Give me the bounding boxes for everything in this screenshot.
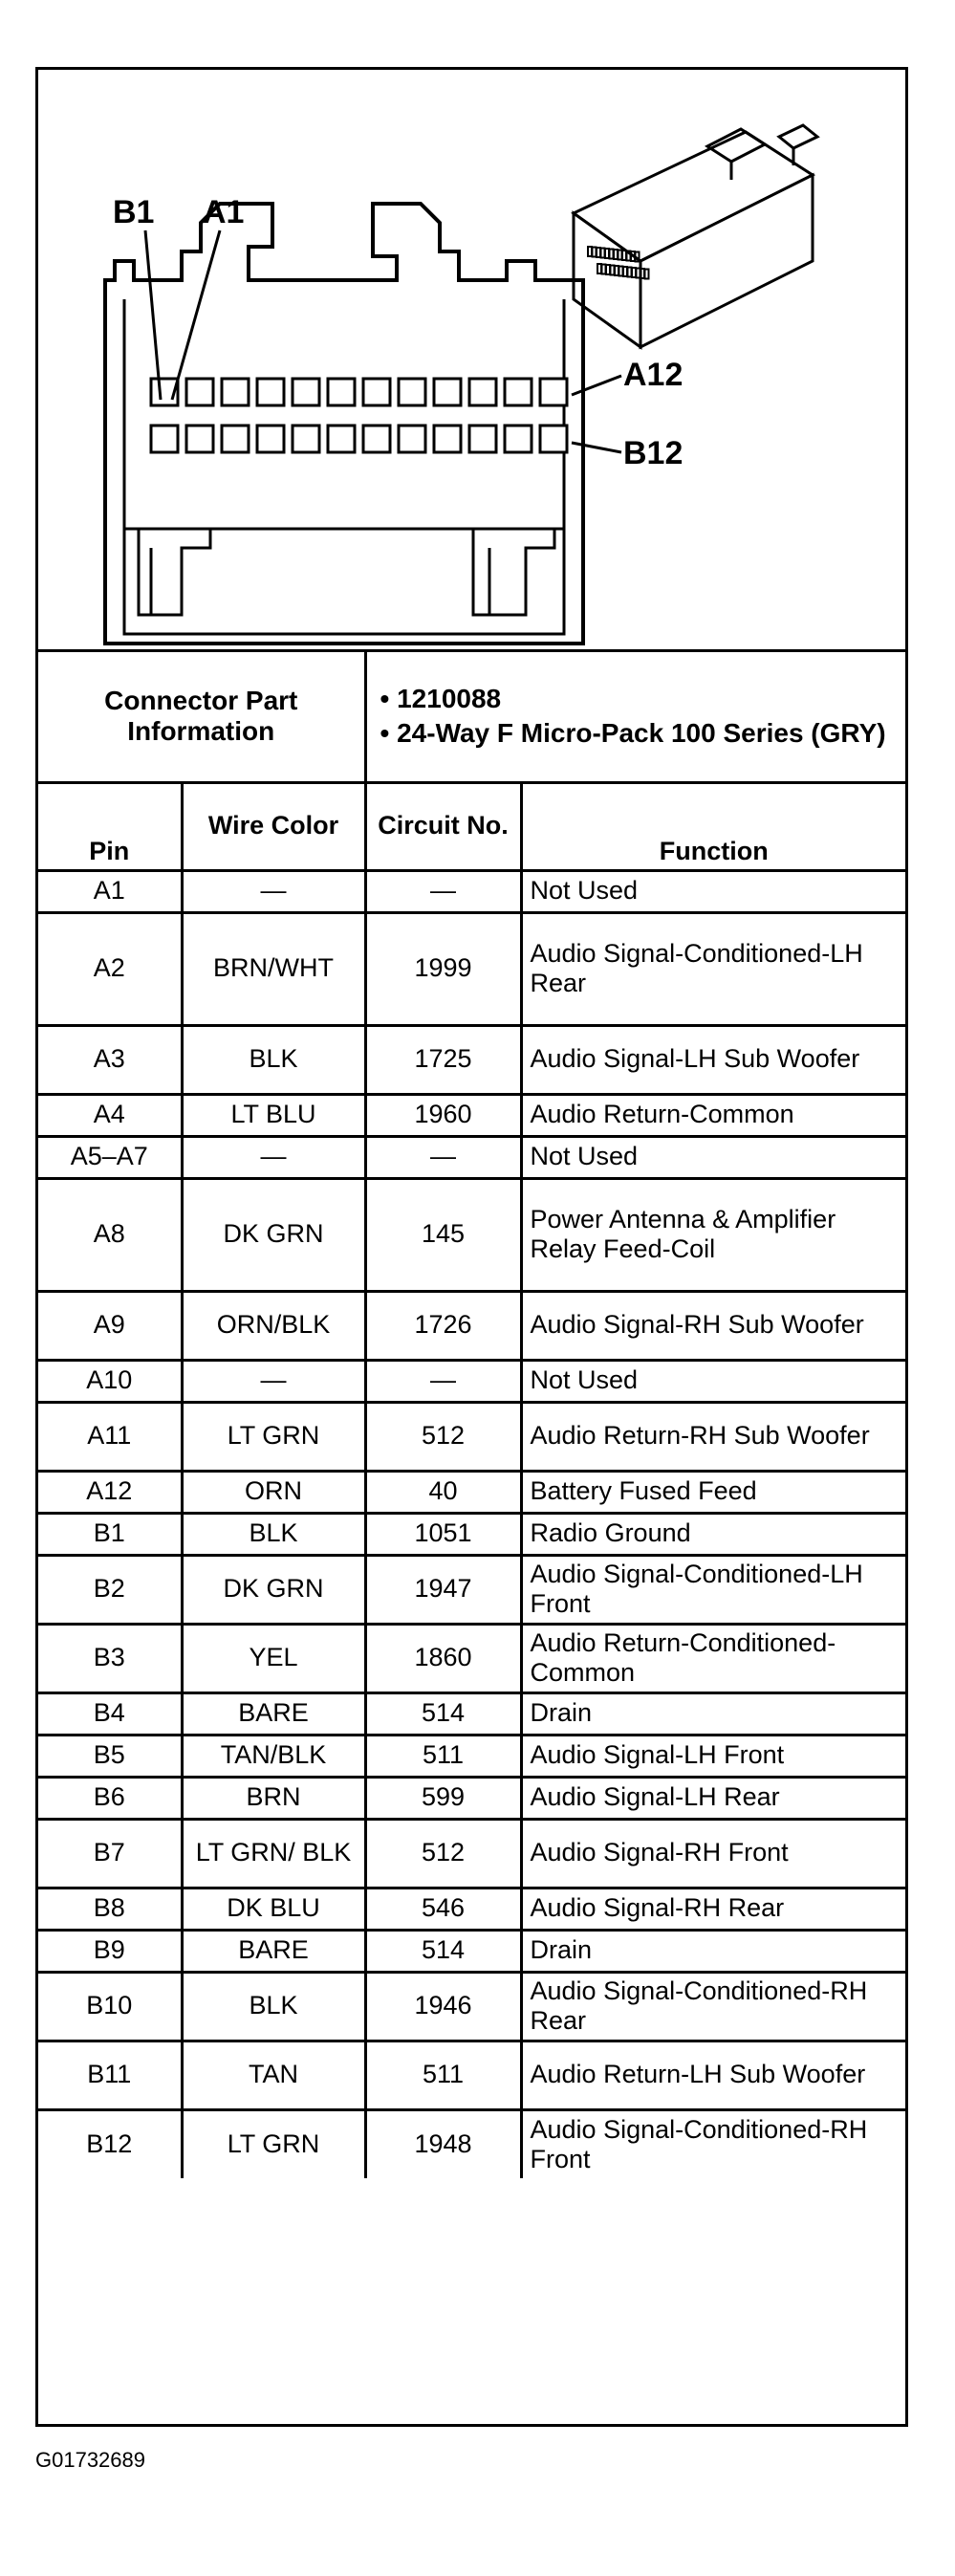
- cell-pin: A4: [38, 1094, 182, 1136]
- table-row: [38, 1025, 905, 1094]
- pin-cavity-a2: [186, 379, 213, 405]
- cell-function: Audio Return-Common: [521, 1094, 905, 1136]
- table-row: [38, 1692, 905, 1735]
- cell-pin: B6: [38, 1777, 182, 1819]
- table-row: [38, 1735, 905, 1777]
- cell-pin: A8: [38, 1178, 182, 1291]
- connector-info-label: Connector Part Information: [38, 652, 365, 782]
- table-row: [38, 1471, 905, 1513]
- cell-pin: B12: [38, 2109, 182, 2178]
- cell-pin: A11: [38, 1402, 182, 1471]
- pin-cavity-a12: [540, 379, 567, 405]
- cell-pin: A12: [38, 1471, 182, 1513]
- pin-cavity-a3: [222, 379, 249, 405]
- label-b12: B12: [623, 435, 684, 471]
- cell-function: Audio Signal-RH Rear: [521, 1888, 905, 1930]
- label-b1: B1: [113, 194, 155, 230]
- cell-wire-color: DK GRN: [182, 1555, 365, 1624]
- header-circuit-no: Circuit No.: [365, 782, 521, 870]
- cell-wire-color: TAN: [182, 2041, 365, 2109]
- connector-face-drawing: [38, 70, 905, 649]
- cell-circuit-no: 1948: [365, 2109, 521, 2178]
- cell-circuit-no: 1947: [365, 1555, 521, 1624]
- pin-cavity-b3: [222, 426, 249, 452]
- cell-pin: B7: [38, 1819, 182, 1888]
- pin-cavity-a8: [399, 379, 425, 405]
- cell-function: Not Used: [521, 870, 905, 912]
- cell-function: Audio Return-Conditioned-Common: [521, 1624, 905, 1692]
- table-row: [38, 870, 905, 912]
- pin-cavity-b8: [399, 426, 425, 452]
- connector-info-row: [38, 652, 905, 782]
- cell-function: Audio Return-LH Sub Woofer: [521, 2041, 905, 2109]
- cell-circuit-no: 1051: [365, 1513, 521, 1555]
- header-pin: Pin: [38, 782, 182, 870]
- table-row: [38, 2041, 905, 2109]
- cell-pin: B10: [38, 1972, 182, 2041]
- cell-wire-color: BARE: [182, 1692, 365, 1735]
- pin-cavity-b4: [257, 426, 284, 452]
- table-row: [38, 1888, 905, 1930]
- cell-function: Audio Signal-LH Front: [521, 1735, 905, 1777]
- cell-pin: B8: [38, 1888, 182, 1930]
- cell-function: Radio Ground: [521, 1513, 905, 1555]
- cell-wire-color: LT GRN/ BLK: [182, 1819, 365, 1888]
- cell-function: Audio Signal-Conditioned-LH Rear: [521, 912, 905, 1025]
- pin-grid: [151, 379, 567, 452]
- table-row: [38, 1291, 905, 1360]
- pin-cavity-b5: [293, 426, 319, 452]
- cell-circuit-no: —: [365, 870, 521, 912]
- header-wire-color: Wire Color: [182, 782, 365, 870]
- table-row: [38, 1972, 905, 2041]
- cell-wire-color: BRN: [182, 1777, 365, 1819]
- cell-wire-color: —: [182, 1136, 365, 1178]
- cell-wire-color: BLK: [182, 1972, 365, 2041]
- cell-pin: B1: [38, 1513, 182, 1555]
- table-row: [38, 1513, 905, 1555]
- cell-wire-color: DK BLU: [182, 1888, 365, 1930]
- cell-pin: B4: [38, 1692, 182, 1735]
- cell-wire-color: ORN: [182, 1471, 365, 1513]
- cell-function: Drain: [521, 1930, 905, 1972]
- pin-cavity-b12: [540, 426, 567, 452]
- table-row: [38, 1930, 905, 1972]
- table-row: [38, 1094, 905, 1136]
- cell-circuit-no: 145: [365, 1178, 521, 1291]
- cell-wire-color: DK GRN: [182, 1178, 365, 1291]
- pin-cavity-b11: [505, 426, 532, 452]
- table-row: [38, 1402, 905, 1471]
- pin-cavity-a5: [293, 379, 319, 405]
- table-row: [38, 1555, 905, 1624]
- cell-function: Audio Signal-Conditioned-LH Front: [521, 1555, 905, 1624]
- cell-pin: A10: [38, 1360, 182, 1402]
- connector-type: • 24-Way F Micro-Pack 100 Series (GRY): [380, 718, 886, 749]
- pin-cavity-b6: [328, 426, 355, 452]
- cell-circuit-no: 1946: [365, 1972, 521, 2041]
- connector-diagram: [38, 70, 905, 652]
- cell-circuit-no: 512: [365, 1402, 521, 1471]
- pin-cavity-a6: [328, 379, 355, 405]
- cell-function: Not Used: [521, 1360, 905, 1402]
- table-row: [38, 1178, 905, 1291]
- cell-wire-color: ORN/BLK: [182, 1291, 365, 1360]
- connector-iso-sketch: [574, 125, 817, 347]
- cell-function: Audio Signal-RH Front: [521, 1819, 905, 1888]
- pinout-table: [38, 652, 905, 2178]
- pin-cavity-a4: [257, 379, 284, 405]
- cell-pin: A2: [38, 912, 182, 1025]
- connector-info-list: [365, 652, 905, 782]
- cell-pin: B11: [38, 2041, 182, 2109]
- cell-circuit-no: 40: [365, 1471, 521, 1513]
- cell-pin: A1: [38, 870, 182, 912]
- cell-circuit-no: —: [365, 1360, 521, 1402]
- cell-wire-color: BRN/WHT: [182, 912, 365, 1025]
- cell-wire-color: —: [182, 870, 365, 912]
- cell-wire-color: BLK: [182, 1025, 365, 1094]
- cell-function: Power Antenna & Amplifier Relay Feed-Coil: [521, 1178, 905, 1291]
- cell-circuit-no: 514: [365, 1692, 521, 1735]
- cell-wire-color: BARE: [182, 1930, 365, 1972]
- cell-wire-color: YEL: [182, 1624, 365, 1692]
- cell-circuit-no: —: [365, 1136, 521, 1178]
- table-row: [38, 1624, 905, 1692]
- table-row: [38, 1360, 905, 1402]
- connector-sheet: [35, 67, 908, 2427]
- cell-function: Drain: [521, 1692, 905, 1735]
- cell-function: Audio Return-RH Sub Woofer: [521, 1402, 905, 1471]
- cell-circuit-no: 1860: [365, 1624, 521, 1692]
- pin-cavity-b10: [469, 426, 496, 452]
- cell-circuit-no: 511: [365, 2041, 521, 2109]
- cell-function: Audio Signal-Conditioned-RH Rear: [521, 1972, 905, 2041]
- cell-pin: A5–A7: [38, 1136, 182, 1178]
- cell-wire-color: LT GRN: [182, 1402, 365, 1471]
- table-row: [38, 2109, 905, 2178]
- connector-part-number: • 1210088: [380, 684, 502, 714]
- label-a1: A1: [203, 194, 245, 230]
- cell-function: Audio Signal-Conditioned-RH Front: [521, 2109, 905, 2178]
- table-row: [38, 1136, 905, 1178]
- cell-function: Audio Signal-LH Rear: [521, 1777, 905, 1819]
- leader-lines: [145, 230, 621, 452]
- pin-cavity-a9: [434, 379, 461, 405]
- cell-function: Not Used: [521, 1136, 905, 1178]
- table-header-row: [38, 782, 905, 870]
- cell-wire-color: BLK: [182, 1513, 365, 1555]
- pin-cavity-b7: [363, 426, 390, 452]
- cell-circuit-no: 599: [365, 1777, 521, 1819]
- cell-wire-color: LT BLU: [182, 1094, 365, 1136]
- cell-function: Audio Signal-RH Sub Woofer: [521, 1291, 905, 1360]
- cell-circuit-no: 512: [365, 1819, 521, 1888]
- connector-face: [105, 204, 583, 644]
- cell-pin: B3: [38, 1624, 182, 1692]
- cell-circuit-no: 514: [365, 1930, 521, 1972]
- cell-wire-color: TAN/BLK: [182, 1735, 365, 1777]
- table-row: [38, 1819, 905, 1888]
- cell-circuit-no: 1960: [365, 1094, 521, 1136]
- header-function: Function: [521, 782, 905, 870]
- figure-code: G01732689: [35, 2448, 145, 2472]
- cell-function: Battery Fused Feed: [521, 1471, 905, 1513]
- cell-pin: B2: [38, 1555, 182, 1624]
- pin-cavity-b9: [434, 426, 461, 452]
- cell-wire-color: LT GRN: [182, 2109, 365, 2178]
- label-a12: A12: [623, 357, 684, 393]
- pin-cavity-a7: [363, 379, 390, 405]
- cell-circuit-no: 1726: [365, 1291, 521, 1360]
- pin-cavity-a11: [505, 379, 532, 405]
- pin-cavity-b2: [186, 426, 213, 452]
- cell-circuit-no: 1999: [365, 912, 521, 1025]
- cell-pin: B9: [38, 1930, 182, 1972]
- cell-wire-color: —: [182, 1360, 365, 1402]
- table-row: [38, 912, 905, 1025]
- cell-function: Audio Signal-LH Sub Woofer: [521, 1025, 905, 1094]
- table-row: [38, 1777, 905, 1819]
- cell-pin: B5: [38, 1735, 182, 1777]
- cell-pin: A9: [38, 1291, 182, 1360]
- cell-circuit-no: 511: [365, 1735, 521, 1777]
- cell-pin: A3: [38, 1025, 182, 1094]
- cell-circuit-no: 546: [365, 1888, 521, 1930]
- pin-cavity-b1: [151, 426, 178, 452]
- pin-cavity-a10: [469, 379, 496, 405]
- cell-circuit-no: 1725: [365, 1025, 521, 1094]
